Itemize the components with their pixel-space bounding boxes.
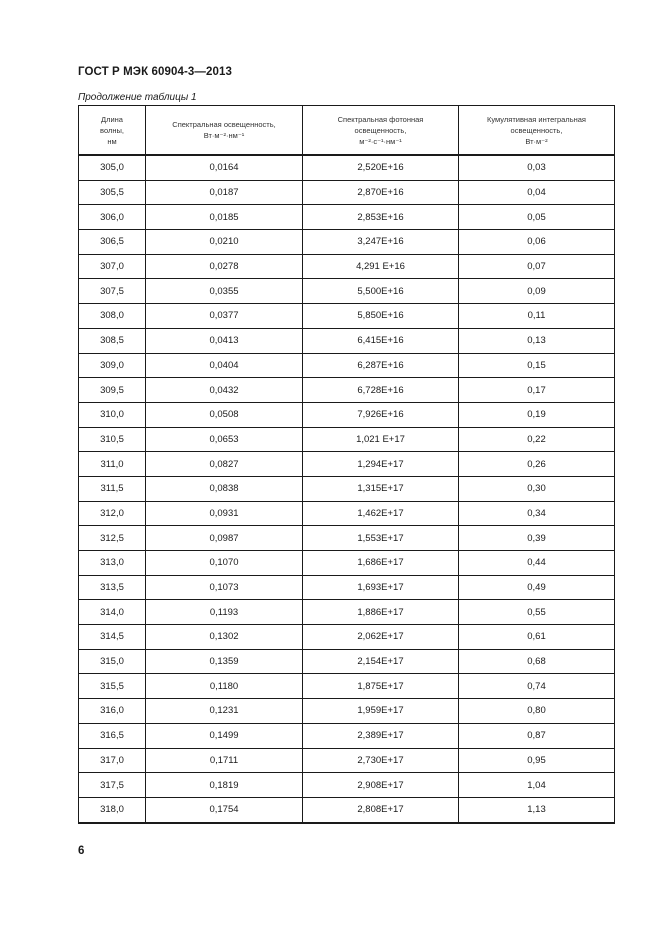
cell-wavelength: 318,0: [79, 797, 146, 822]
table-caption: Продолжение таблицы 1: [78, 92, 197, 103]
table-row: [79, 353, 615, 378]
cell-spectral-irradiance: 0,0413: [146, 328, 303, 353]
table-row: [79, 723, 615, 748]
cell-cumulative-irradiance: 0,19: [459, 402, 615, 427]
header-line: Вт·м⁻²·нм⁻¹: [203, 131, 245, 140]
table-row: [79, 699, 615, 724]
cell-wavelength: 311,5: [79, 476, 146, 501]
table-row: [79, 575, 615, 600]
table-row: [79, 155, 615, 180]
cell-cumulative-irradiance: 0,68: [459, 649, 615, 674]
header-line: волны,: [100, 125, 124, 135]
table-row: [79, 279, 615, 304]
cell-spectral-irradiance: 0,1193: [146, 600, 303, 625]
cell-wavelength: 315,5: [79, 674, 146, 699]
table-row: [79, 378, 615, 403]
cell-spectral-irradiance: 0,1231: [146, 699, 303, 724]
table-row: [79, 526, 615, 551]
cell-photon-irradiance: 1,686E+17: [303, 551, 459, 576]
cell-photon-irradiance: 1,462E+17: [303, 501, 459, 526]
table-row: [79, 551, 615, 576]
cell-spectral-irradiance: 0,1070: [146, 551, 303, 576]
cell-wavelength: 314,5: [79, 625, 146, 650]
cell-wavelength: 316,0: [79, 699, 146, 724]
table-row: [79, 797, 615, 822]
cell-spectral-irradiance: 0,0377: [146, 304, 303, 329]
cell-cumulative-irradiance: 1,13: [459, 797, 615, 822]
cell-photon-irradiance: 7,926E+16: [303, 402, 459, 427]
cell-spectral-irradiance: 0,1359: [146, 649, 303, 674]
cell-spectral-irradiance: 0,1711: [146, 748, 303, 773]
cell-spectral-irradiance: 0,0355: [146, 279, 303, 304]
table-row: [79, 205, 615, 230]
cell-wavelength: 317,0: [79, 748, 146, 773]
cell-wavelength: 308,0: [79, 304, 146, 329]
cell-spectral-irradiance: 0,0653: [146, 427, 303, 452]
cell-cumulative-irradiance: 0,26: [459, 452, 615, 477]
cell-wavelength: 310,5: [79, 427, 146, 452]
cell-photon-irradiance: 1,315E+17: [303, 476, 459, 501]
header-photon-irradiance: [303, 106, 459, 156]
header-line: Кумулятивная интегральная: [487, 114, 586, 124]
cell-spectral-irradiance: 0,0508: [146, 402, 303, 427]
table-row: [79, 501, 615, 526]
cell-cumulative-irradiance: 0,13: [459, 328, 615, 353]
table-header-row: [79, 106, 615, 156]
cell-cumulative-irradiance: 0,61: [459, 625, 615, 650]
cell-cumulative-irradiance: 0,74: [459, 674, 615, 699]
cell-cumulative-irradiance: 0,09: [459, 279, 615, 304]
table-row: [79, 674, 615, 699]
header-line: освещенность,: [510, 125, 563, 135]
cell-wavelength: 305,0: [79, 155, 146, 180]
cell-cumulative-irradiance: 0,30: [459, 476, 615, 501]
cell-wavelength: 312,5: [79, 526, 146, 551]
cell-spectral-irradiance: 0,1073: [146, 575, 303, 600]
cell-spectral-irradiance: 0,0931: [146, 501, 303, 526]
table-row: [79, 452, 615, 477]
cell-spectral-irradiance: 0,0432: [146, 378, 303, 403]
page-number: 6: [78, 845, 85, 857]
cell-spectral-irradiance: 0,0210: [146, 230, 303, 255]
cell-wavelength: 317,5: [79, 773, 146, 798]
cell-photon-irradiance: 1,693E+17: [303, 575, 459, 600]
cell-wavelength: 309,5: [79, 378, 146, 403]
cell-spectral-irradiance: 0,0987: [146, 526, 303, 551]
cell-photon-irradiance: 2,870E+16: [303, 180, 459, 205]
header-line: нм: [107, 136, 117, 146]
cell-wavelength: 310,0: [79, 402, 146, 427]
table-body: [79, 155, 615, 823]
header-line: освещенность,: [354, 125, 407, 135]
cell-cumulative-irradiance: 0,15: [459, 353, 615, 378]
cell-photon-irradiance: 1,886E+17: [303, 600, 459, 625]
cell-photon-irradiance: 1,553E+17: [303, 526, 459, 551]
cell-photon-irradiance: 1,875E+17: [303, 674, 459, 699]
table-row: [79, 625, 615, 650]
cell-wavelength: 313,0: [79, 551, 146, 576]
cell-spectral-irradiance: 0,1819: [146, 773, 303, 798]
cell-cumulative-irradiance: 1,04: [459, 773, 615, 798]
cell-wavelength: 316,5: [79, 723, 146, 748]
table-row: [79, 427, 615, 452]
header-line: Спектральная освещенность,: [172, 120, 276, 129]
cell-wavelength: 306,5: [79, 230, 146, 255]
table-row: [79, 180, 615, 205]
cell-spectral-irradiance: 0,1302: [146, 625, 303, 650]
cell-cumulative-irradiance: 0,87: [459, 723, 615, 748]
cell-photon-irradiance: 6,415E+16: [303, 328, 459, 353]
cell-cumulative-irradiance: 0,04: [459, 180, 615, 205]
cell-wavelength: 313,5: [79, 575, 146, 600]
cell-photon-irradiance: 2,389E+17: [303, 723, 459, 748]
cell-wavelength: 305,5: [79, 180, 146, 205]
cell-cumulative-irradiance: 0,07: [459, 254, 615, 279]
cell-cumulative-irradiance: 0,06: [459, 230, 615, 255]
cell-cumulative-irradiance: 0,11: [459, 304, 615, 329]
cell-photon-irradiance: 2,520E+16: [303, 155, 459, 180]
cell-cumulative-irradiance: 0,03: [459, 155, 615, 180]
cell-cumulative-irradiance: 0,22: [459, 427, 615, 452]
cell-cumulative-irradiance: 0,80: [459, 699, 615, 724]
table-row: [79, 476, 615, 501]
cell-photon-irradiance: 6,728E+16: [303, 378, 459, 403]
cell-cumulative-irradiance: 0,49: [459, 575, 615, 600]
cell-spectral-irradiance: 0,0278: [146, 254, 303, 279]
table-row: [79, 600, 615, 625]
cell-photon-irradiance: 2,154E+17: [303, 649, 459, 674]
header-line: Спектральная фотонная: [337, 114, 424, 124]
data-table: [78, 105, 615, 824]
cell-spectral-irradiance: 0,0404: [146, 353, 303, 378]
cell-spectral-irradiance: 0,1499: [146, 723, 303, 748]
cell-photon-irradiance: 6,287E+16: [303, 353, 459, 378]
header-line: Вт·м⁻²: [525, 136, 548, 146]
cell-wavelength: 307,0: [79, 254, 146, 279]
cell-photon-irradiance: 4,291 E+16: [303, 254, 459, 279]
cell-spectral-irradiance: 0,1754: [146, 797, 303, 822]
header-spectral-irradiance: [146, 106, 303, 156]
table-row: [79, 230, 615, 255]
cell-cumulative-irradiance: 0,17: [459, 378, 615, 403]
cell-photon-irradiance: 3,247E+16: [303, 230, 459, 255]
cell-photon-irradiance: 2,730E+17: [303, 748, 459, 773]
table-row: [79, 254, 615, 279]
table-row: [79, 402, 615, 427]
header-line: м⁻²·с⁻¹·нм⁻¹: [359, 136, 402, 146]
cell-cumulative-irradiance: 0,95: [459, 748, 615, 773]
cell-cumulative-irradiance: 0,39: [459, 526, 615, 551]
cell-wavelength: 314,0: [79, 600, 146, 625]
cell-wavelength: 309,0: [79, 353, 146, 378]
cell-photon-irradiance: 2,062E+17: [303, 625, 459, 650]
cell-spectral-irradiance: 0,0838: [146, 476, 303, 501]
cell-photon-irradiance: 1,294E+17: [303, 452, 459, 477]
cell-wavelength: 308,5: [79, 328, 146, 353]
cell-spectral-irradiance: 0,0827: [146, 452, 303, 477]
table-row: [79, 328, 615, 353]
cell-photon-irradiance: 1,959E+17: [303, 699, 459, 724]
header-cumulative-irradiance: [459, 106, 615, 156]
cell-photon-irradiance: 2,908E+17: [303, 773, 459, 798]
cell-cumulative-irradiance: 0,34: [459, 501, 615, 526]
table-row: [79, 649, 615, 674]
cell-wavelength: 312,0: [79, 501, 146, 526]
cell-wavelength: 307,5: [79, 279, 146, 304]
header-wavelength: [79, 106, 146, 156]
table-row: [79, 304, 615, 329]
cell-spectral-irradiance: 0,0164: [146, 155, 303, 180]
table-row: [79, 773, 615, 798]
header-line: Длина: [101, 114, 123, 124]
cell-photon-irradiance: 5,500E+16: [303, 279, 459, 304]
cell-cumulative-irradiance: 0,44: [459, 551, 615, 576]
cell-spectral-irradiance: 0,0187: [146, 180, 303, 205]
cell-spectral-irradiance: 0,0185: [146, 205, 303, 230]
document-code: ГОСТ Р МЭК 60904-3—2013: [78, 66, 232, 78]
cell-spectral-irradiance: 0,1180: [146, 674, 303, 699]
cell-wavelength: 311,0: [79, 452, 146, 477]
cell-wavelength: 315,0: [79, 649, 146, 674]
cell-cumulative-irradiance: 0,05: [459, 205, 615, 230]
cell-photon-irradiance: 5,850E+16: [303, 304, 459, 329]
cell-photon-irradiance: 1,021 E+17: [303, 427, 459, 452]
cell-wavelength: 306,0: [79, 205, 146, 230]
cell-photon-irradiance: 2,853E+16: [303, 205, 459, 230]
cell-cumulative-irradiance: 0,55: [459, 600, 615, 625]
table-row: [79, 748, 615, 773]
cell-photon-irradiance: 2,808E+17: [303, 797, 459, 822]
